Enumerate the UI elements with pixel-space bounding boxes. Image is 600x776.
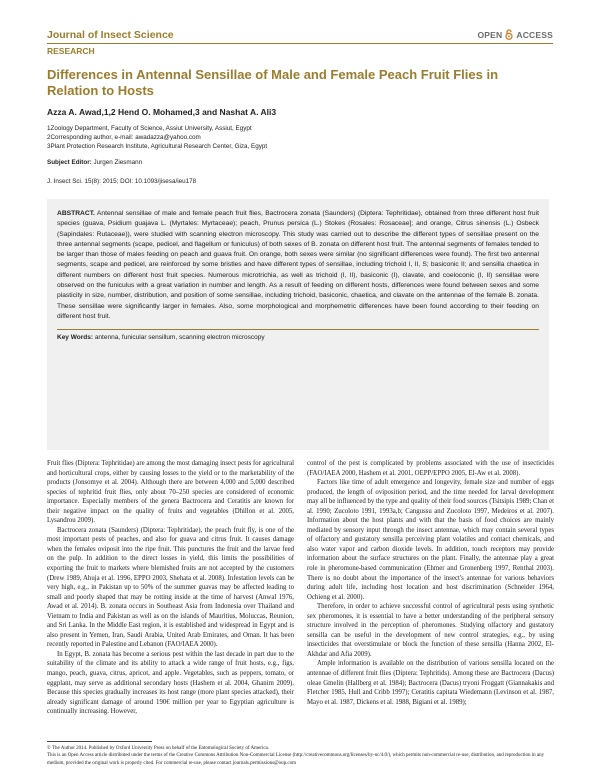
keywords-label: Key Words: — [57, 334, 93, 342]
journal-name[interactable]: Journal of Insect Science — [47, 29, 174, 41]
section-label: RESEARCH — [47, 46, 95, 56]
open-access-lock-icon — [505, 29, 513, 40]
footnote-rule — [47, 741, 152, 742]
body-paragraph: In Egypt, B. zonata has become a serious pest within the last decade in part due to the suitability of the climate and its ability to attack a wide range of fruit hosts, e.g., figs, mango, peach, guava, citrus, apricot, and apple. Vegetables, such as peppers, tomato, or eggplant, may serve as additional secondary hosts (Hashem et al. 2004, Ghanim 2009). Because this species gradually increases its host range (more plant species attacked), their already significant damage of around 190€ million per year to Egyptian agriculture is continually increasing. However, — [47, 650, 294, 716]
copyright-line: © The Author 2014. Published by Oxford University Press on behalf of the Entomological Society of America. — [47, 746, 270, 751]
author-names: Azza A. Awad,1,2 Hend O. Mohamed,3 and Nashat A. Ali3 — [47, 107, 277, 117]
body-paragraph: Ample information is available on the distribution of various sensilla located on the antennae of different fruit flies (Diptera: Tephritids). Among these are Bactrocera (Dacus) oleae Gmelin (Hallberg et al. 1984); Bactrocera (Dacus) tryoni Froggatt (Giannakakis and Fletcher 1985, Hull and Cribb 1997); Ceratitis capitata Wiedemann (Levinson et al. 1987, Mayo et al. 1987, Dickens et al. 1988, Bigiani et al. 1989); — [307, 660, 554, 706]
subject-editor-name: Jurgen Ziesmann — [93, 159, 143, 166]
body-paragraph: control of the pest is complicated by problems associated with the use of insecticides (FAO/IAEA 2000, Hashem et al. 2001, OEPP/EPPO 2005, El-Aw et al. 2008). — [307, 460, 554, 477]
header-rule — [47, 43, 553, 44]
license-line[interactable]: This is an Open Access article distributed under the terms of the Creative Commons Attribution Non-Commercial License (http://creativecommons.org/licenses/by-nc/4.0/), which permits non-commercial re-use, distribution, and reproduction in any medium, provided the original work is properly cited. For commercial re-use, please contact journals.permissions@oup.com — [47, 753, 545, 766]
affiliation-1: 1Zoology Department, Faculty of Science, Assiut University, Assiut, Egypt — [47, 125, 252, 132]
citation-line[interactable]: J. Insect Sci. 15(8): 2015; DOI: 10.1093/jisesa/ieu178 — [47, 178, 197, 185]
abstract-paragraph — [57, 209, 539, 322]
body-column-right — [307, 459, 554, 707]
abstract-box — [47, 199, 549, 450]
body-paragraph: Bactrocera zonata (Saunders) (Diptera: Tephritidae), the peach fruit fly, is one of the most important pests of peaches, and also for guava and citrus fruit. It causes damage when the females oviposit into the ripe fruit. This punctures the fruit and the larvae feed on the pulp. In addition to the direct losses in yield, this limits the possibilities of exporting the fruit to markets where blemished fruits are not accepted by the customers (Drew 1989, Ahuja et al. 1996, EPPO 2003, Shehata et al. 2008). Infestation levels can be very high, e.g., in Pakistan up to 50% of the summer guavas may be affected leading to small and poorly shaped that may be rotting inside at the time of harvest (Anwal 1976, Awad et al. 2014). B. zonata occurs in Southeast Asia from Indonesia over Thailand and Vietnam to India and Pakistan as well as on the islands of Mauritius, Moluccas, Reunion, and Sri Lanka. In the Middle East region, it is established and widespread in Egypt and is also present in Yemen, Iran, Saudi Arabia, United Arab Emirates, and Oman. It has been recently reported in Palestine and Lebanon (FAO/IAEA 2000). — [47, 526, 294, 649]
open-access-badge — [477, 29, 553, 40]
abstract-label: ABSTRACT. — [57, 210, 95, 217]
body-column-left — [47, 459, 294, 717]
body-paragraph: Therefore, in order to achieve successful control of agricultural pests using synthetic sex pheromones, it is essential to have a better understanding of the peripheral sensory structure involved in the perception of pheromones. Studying olfactory and gustatory sensilla can be useful in the development of new control strategies, e.g., by using insecticides that overstimulate or block the function of these sensilla (Hanna 2002, El-Akhdar and Afia 2009). — [307, 603, 554, 658]
subject-editor-label: Subject Editor: — [47, 159, 92, 166]
affiliation-2[interactable]: 2Corresponding author, e-mail: awadazza@yahoo.com — [47, 134, 201, 141]
keywords-line — [57, 334, 539, 341]
author-list — [47, 107, 276, 117]
article-title: Differences in Antennal Sensillae of Male and Female Peach Fruit Flies in Relation to Hosts — [47, 67, 499, 98]
abstract-text: Antennal sensillae of male and female peach fruit flies, Bactrocera zonata (Saunders) (Diptera: Tephritidae), obtained from three different host fruit species (guava, Psidium guajava L. (Myrtales: Myrtaceae); peach, Prunus persica (L.) Stokes (Rosales: Rosaceae]; and orange, Citrus sinensis (L.) Osbeck (Sapindales: Rutaceae)), were studied with scanning electron microscopy. This study was carried out to describe the different types of sensillae present on the three antennal segments (scape, pedicel, and flagellum or funiculus) of both sexes of B. zonata on different host fruit. The antennal segments of females tended to be larger than those of males feeding on peach and guava fruit. On orange, both sexes were similar (no significant differences were found). The first two antennal segments, scape and pedicel, are reinforced by some bristles and have different types of sensillae, including trichoid I, II, S; basiconic II; and sensilla chaetica in different numbers on different host fruit species. Numerous microtrichia, as well as trichoid (I, II), basiconic (I), clavate, and coeloconic (I, II) sensillae were observed on the funiculus with a great variation in number and length. As a result of feeding on different hosts, differences were found between sexes and some plasticity in size, number, distribution, and position of some sensillae, including trichoid, basiconic, chaetica, and clavate on the antennae of the female B. zonata. These sensillae were significantly larger in females. Also, some morphological and morphemetric differences have been found according to their feeding on different host fruit. — [57, 210, 539, 320]
body-paragraph: Factors like time of adult emergence and longevity, female size and number of eggs produced, the length of oviposition period, and the time needed for larval development may all be influenced by the type and quality of their food sources (Tsitsipis 1989; Chan et al. 1990; Zucoloto 1991, 1993a,b; Cangussu and Zucoloto 1997, Medeiros et al. 2007). Information about the host plants and with that the basis of food choices are mainly mediated by sensory input through the insect antennae, which may contain several types of olfactory and gustatory sensilla perceiving plant volatiles and contact chemicals, and also water vapor and carbon dioxide levels. In addition, touch receptors may provide information about the surface structures on the plant. Finally, the antennae play a great role in pheromone-based communication (Ehmer and Gronenberg 1997, Renthal 2003). There is no doubt about the importance of the insect's antennae for various behaviors during adult life, including host location and host discrimination (Schneider 1964, Ochieng et al. 2000). — [307, 479, 554, 601]
body-paragraph: Fruit flies (Diptera: Tephritidae) are among the most damaging insect pests for agricultural and horticultural crops, either by causing losses to the yield or to the marketability of the products (Jonsomye et al. 2004). Although there are between 4,000 and 5,000 described species of tephritid fruit flies, only about 70–250 species are considered of economic importance. Especially members of the genera Bactrocera and Ceratitis are known for their negative impact on the quality of fruits and vegetables (Dhillon et al. 2005, Lysandrou 2009). — [47, 460, 294, 525]
abstract-divider — [57, 329, 539, 330]
open-access-right-label: ACCESS — [516, 29, 553, 40]
keywords-text: antenna, funicular sensillum, scanning electron microscopy — [94, 334, 265, 342]
affiliation-3: 3Plant Protection Research Institute, Agricultural Research Center, Giza, Egypt — [47, 143, 268, 150]
copyright-footnote — [47, 745, 552, 767]
open-access-left-label: OPEN — [477, 29, 503, 40]
subject-editor — [47, 159, 142, 166]
